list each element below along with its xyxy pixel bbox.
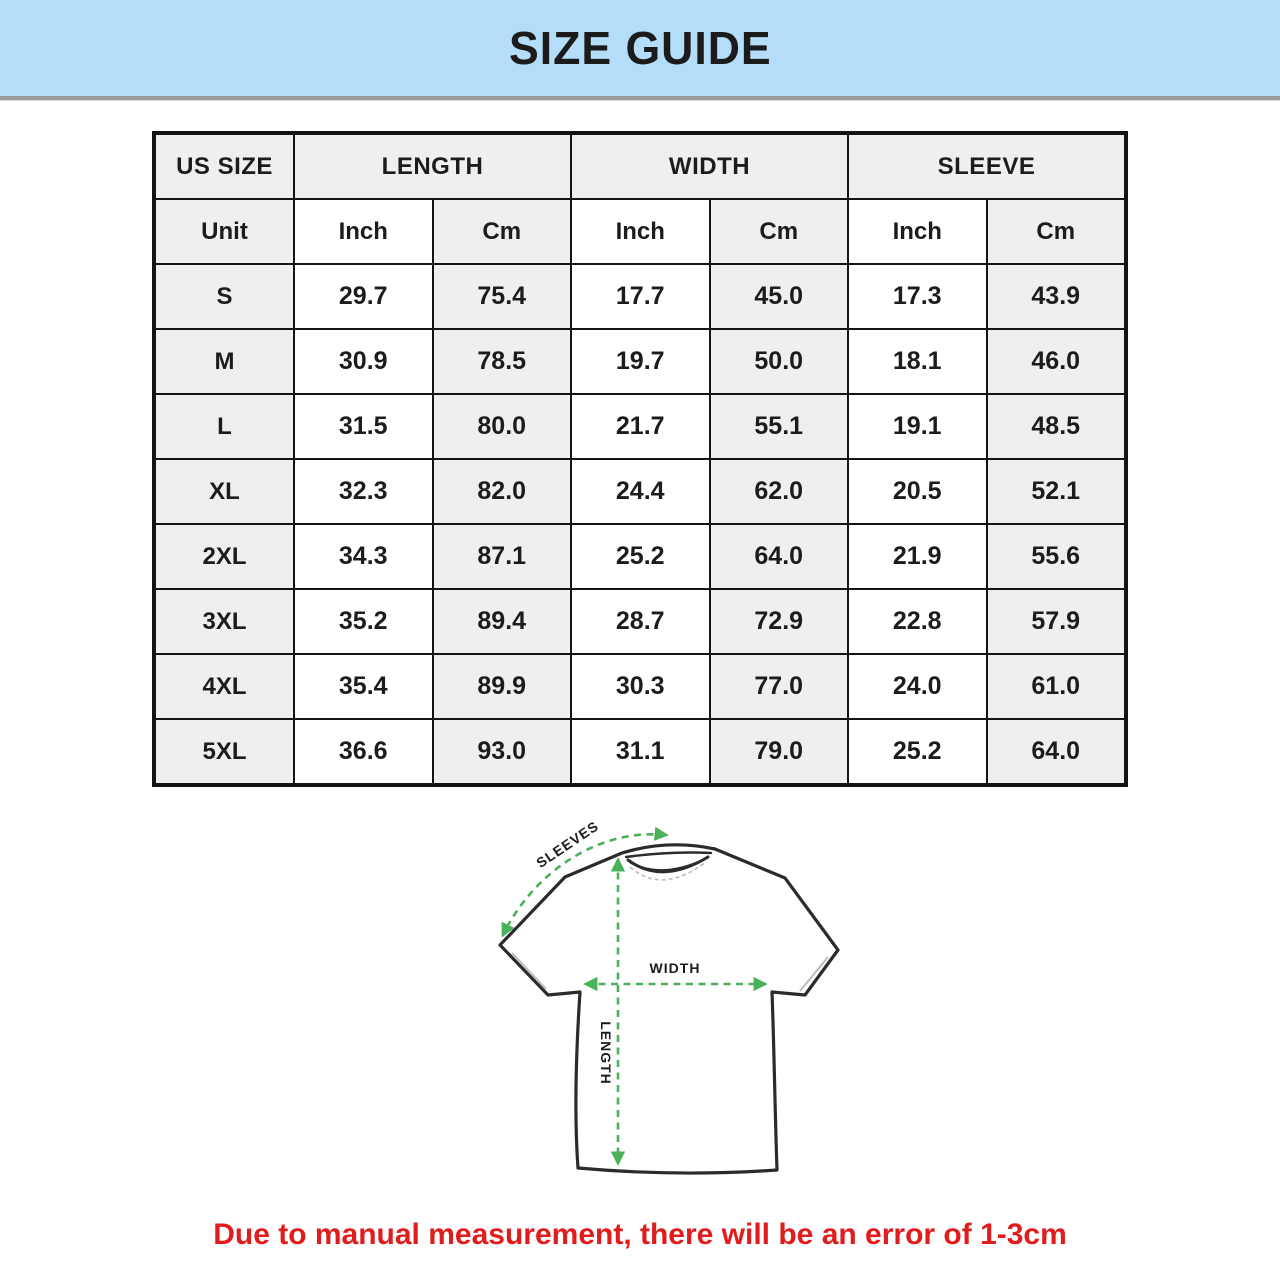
measurement-disclaimer: Due to manual measurement, there will be an error of 1-3cm — [213, 1218, 1067, 1251]
size-cell: XL — [155, 459, 294, 524]
value-cell: 61.0 — [987, 654, 1126, 719]
value-cell: 32.3 — [294, 459, 433, 524]
size-cell: 3XL — [155, 589, 294, 654]
value-cell: 21.9 — [848, 524, 987, 589]
value-cell: 24.0 — [848, 654, 987, 719]
tshirt-outline — [500, 845, 838, 1173]
size-cell: 2XL — [155, 524, 294, 589]
group-header-sleeve: SLEEVE — [848, 134, 1125, 199]
value-cell: 34.3 — [294, 524, 433, 589]
value-cell: 55.6 — [987, 524, 1126, 589]
value-cell: 17.7 — [571, 264, 710, 329]
value-cell: 25.2 — [848, 719, 987, 784]
value-cell: 43.9 — [987, 264, 1126, 329]
value-cell: 50.0 — [710, 329, 849, 394]
value-cell: 19.1 — [848, 394, 987, 459]
value-cell: 30.3 — [571, 654, 710, 719]
value-cell: 93.0 — [433, 719, 572, 784]
value-cell: 36.6 — [294, 719, 433, 784]
value-cell: 21.7 — [571, 394, 710, 459]
value-cell: 87.1 — [433, 524, 572, 589]
value-cell: 72.9 — [710, 589, 849, 654]
size-cell: 4XL — [155, 654, 294, 719]
value-cell: 77.0 — [710, 654, 849, 719]
unit-cell: Cm — [710, 199, 849, 264]
group-header-length: LENGTH — [294, 134, 571, 199]
group-header-width: WIDTH — [571, 134, 848, 199]
value-cell: 75.4 — [433, 264, 572, 329]
value-cell: 52.1 — [987, 459, 1126, 524]
value-cell: 46.0 — [987, 329, 1126, 394]
value-cell: 64.0 — [710, 524, 849, 589]
unit-cell: Inch — [294, 199, 433, 264]
value-cell: 19.7 — [571, 329, 710, 394]
value-cell: 25.2 — [571, 524, 710, 589]
value-cell: 78.5 — [433, 329, 572, 394]
value-cell: 89.9 — [433, 654, 572, 719]
value-cell: 57.9 — [987, 589, 1126, 654]
value-cell: 48.5 — [987, 394, 1126, 459]
tshirt-diagram-svg — [478, 813, 862, 1193]
page-title: SIZE GUIDE — [508, 22, 772, 74]
value-cell: 45.0 — [710, 264, 849, 329]
value-cell: 31.1 — [571, 719, 710, 784]
size-table — [152, 131, 1128, 787]
width-label: WIDTH — [649, 960, 701, 976]
value-cell: 35.2 — [294, 589, 433, 654]
value-cell: 64.0 — [987, 719, 1126, 784]
unit-cell: Inch — [848, 199, 987, 264]
unit-cell: Cm — [433, 199, 572, 264]
size-cell: S — [155, 264, 294, 329]
title-banner — [0, 0, 1280, 100]
value-cell: 89.4 — [433, 589, 572, 654]
size-cell: M — [155, 329, 294, 394]
unit-cell: Cm — [987, 199, 1126, 264]
size-cell: L — [155, 394, 294, 459]
value-cell: 28.7 — [571, 589, 710, 654]
value-cell: 62.0 — [710, 459, 849, 524]
value-cell: 82.0 — [433, 459, 572, 524]
unit-header-cell: Unit — [155, 199, 294, 264]
sleeves-label: SLEEVES — [533, 817, 602, 871]
length-label: LENGTH — [598, 1021, 614, 1085]
unit-cell: Inch — [571, 199, 710, 264]
value-cell: 55.1 — [710, 394, 849, 459]
value-cell: 22.8 — [848, 589, 987, 654]
value-cell: 31.5 — [294, 394, 433, 459]
value-cell: 79.0 — [710, 719, 849, 784]
tshirt-diagram — [478, 813, 862, 1193]
value-cell: 20.5 — [848, 459, 987, 524]
value-cell: 29.7 — [294, 264, 433, 329]
size-cell: 5XL — [155, 719, 294, 784]
value-cell: 35.4 — [294, 654, 433, 719]
value-cell: 17.3 — [848, 264, 987, 329]
value-cell: 80.0 — [433, 394, 572, 459]
group-header-us-size: US SIZE — [155, 134, 294, 199]
value-cell: 18.1 — [848, 329, 987, 394]
value-cell: 30.9 — [294, 329, 433, 394]
value-cell: 24.4 — [571, 459, 710, 524]
